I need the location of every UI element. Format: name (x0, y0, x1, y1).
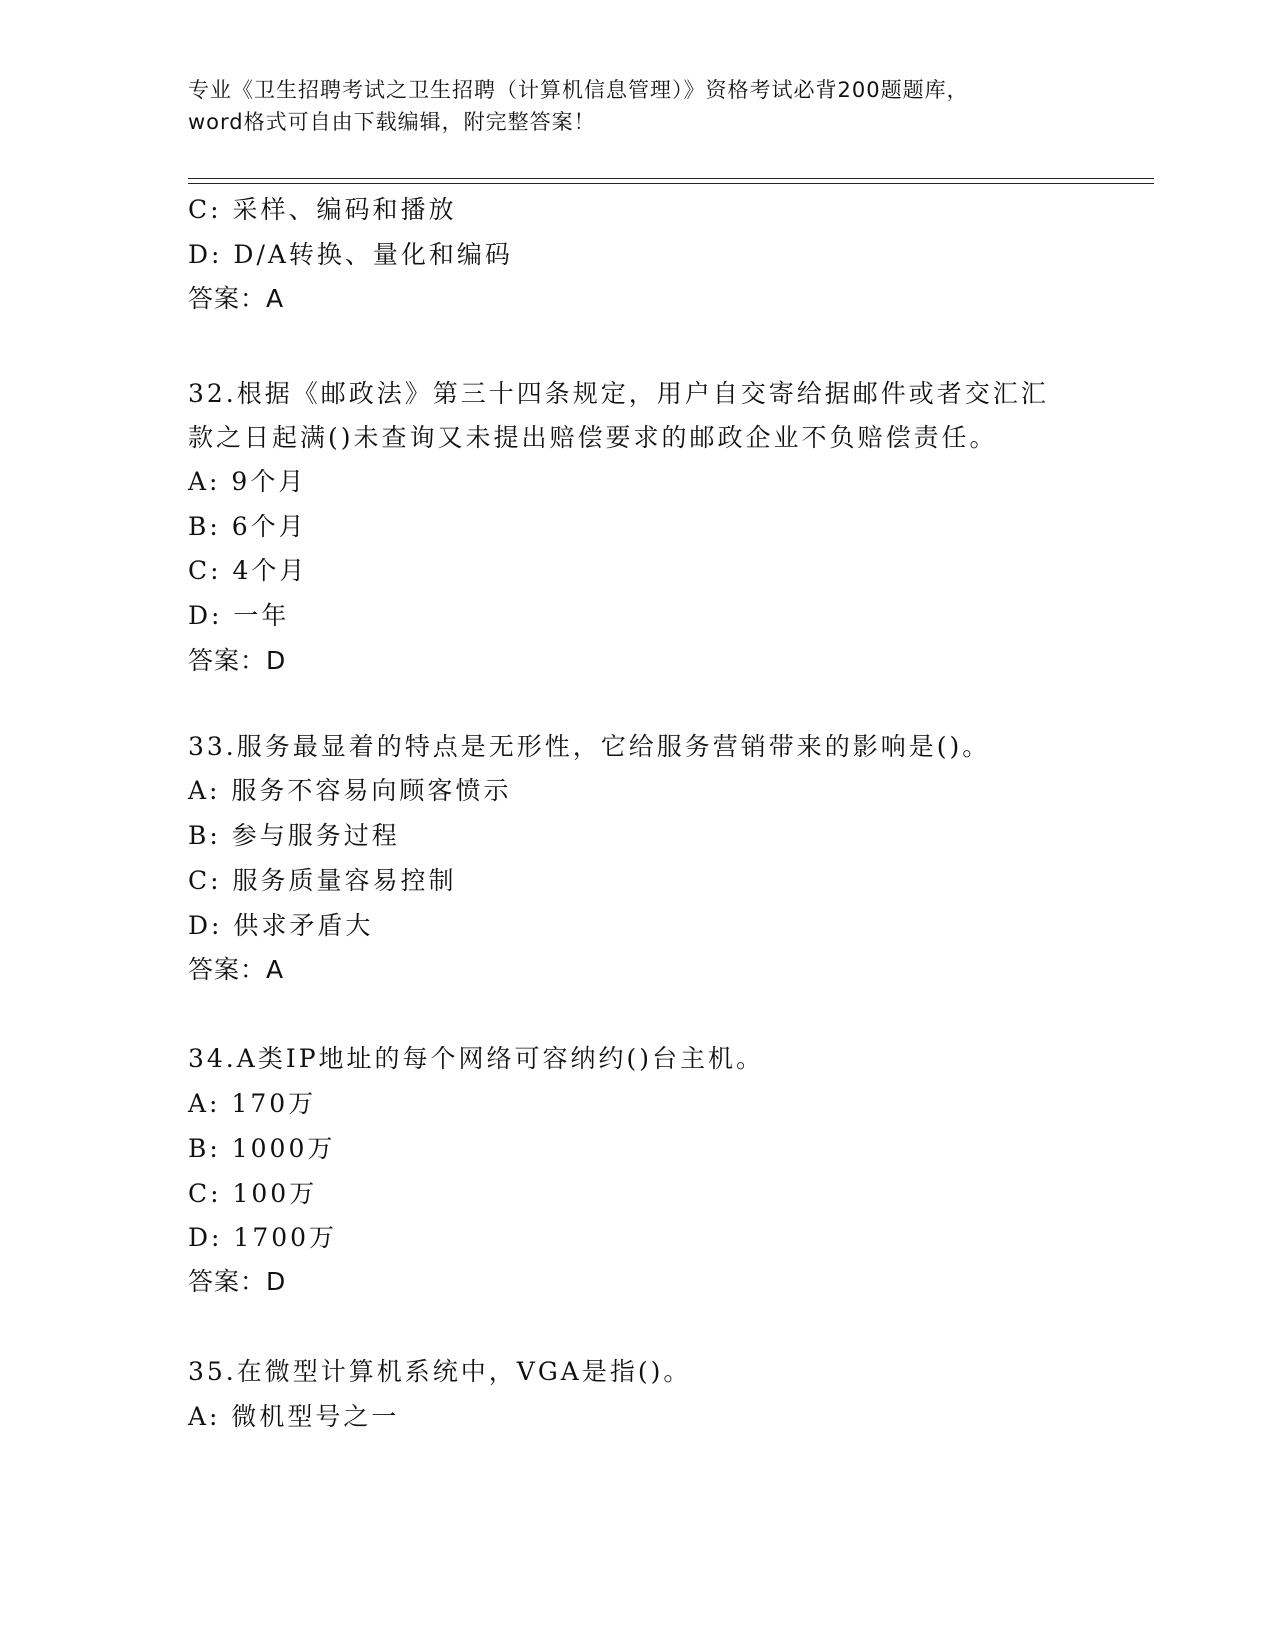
q34-option-b: B: 1000万 (188, 1134, 336, 1163)
header-line-1: 专业《卫生招聘考试之卫生招聘（计算机信息管理）》资格考试必背200题题库， (188, 78, 969, 102)
q34-answer: 答案：D (188, 1267, 287, 1296)
q31-option-c: C: 采样、编码和播放 (188, 195, 457, 224)
q34-option-d: D: 1700万 (188, 1223, 338, 1252)
header-divider-bottom (188, 183, 1154, 184)
q32-answer: 答案：D (188, 646, 287, 675)
q32-option-b: B: 6个月 (188, 512, 307, 541)
q31-answer: 答案：A (188, 284, 285, 313)
q33-option-c: C: 服务质量容易控制 (188, 866, 457, 895)
q32-stem-line-2: 款之日起满()未查询又未提出赔偿要求的邮政企业不负赔偿责任。 (188, 423, 998, 452)
q32-stem-line-1: 32.根据《邮政法》第三十四条规定，用户自交寄给据邮件或者交汇汇 (188, 379, 1049, 408)
document-header (188, 74, 1088, 138)
q32-option-a: A: 9个月 (188, 467, 307, 496)
q34-option-a: A: 170万 (188, 1089, 317, 1118)
q32-option-d: D: 一年 (188, 601, 290, 630)
q31-option-d: D: D/A转换、量化和编码 (188, 240, 513, 269)
q35-stem: 35.在微型计算机系统中，VGA是指()。 (188, 1357, 692, 1386)
q33-stem: 33.服务最显着的特点是无形性，它给服务营销带来的影响是()。 (188, 732, 991, 761)
q33-option-a: A: 服务不容易向顾客愤示 (188, 776, 512, 805)
q33-option-d: D: 供求矛盾大 (188, 911, 374, 940)
q33-answer: 答案：A (188, 955, 285, 984)
header-line-2: word格式可自由下载编辑，附完整答案！ (188, 110, 596, 134)
q34-option-c: C: 100万 (188, 1179, 318, 1208)
q35-option-a: A: 微机型号之一 (188, 1402, 400, 1431)
q34-stem: 34.A类IP地址的每个网络可容纳约()台主机。 (188, 1044, 765, 1073)
q33-option-b: B: 参与服务过程 (188, 821, 400, 850)
header-divider-top (188, 178, 1154, 179)
q32-option-c: C: 4个月 (188, 556, 308, 585)
